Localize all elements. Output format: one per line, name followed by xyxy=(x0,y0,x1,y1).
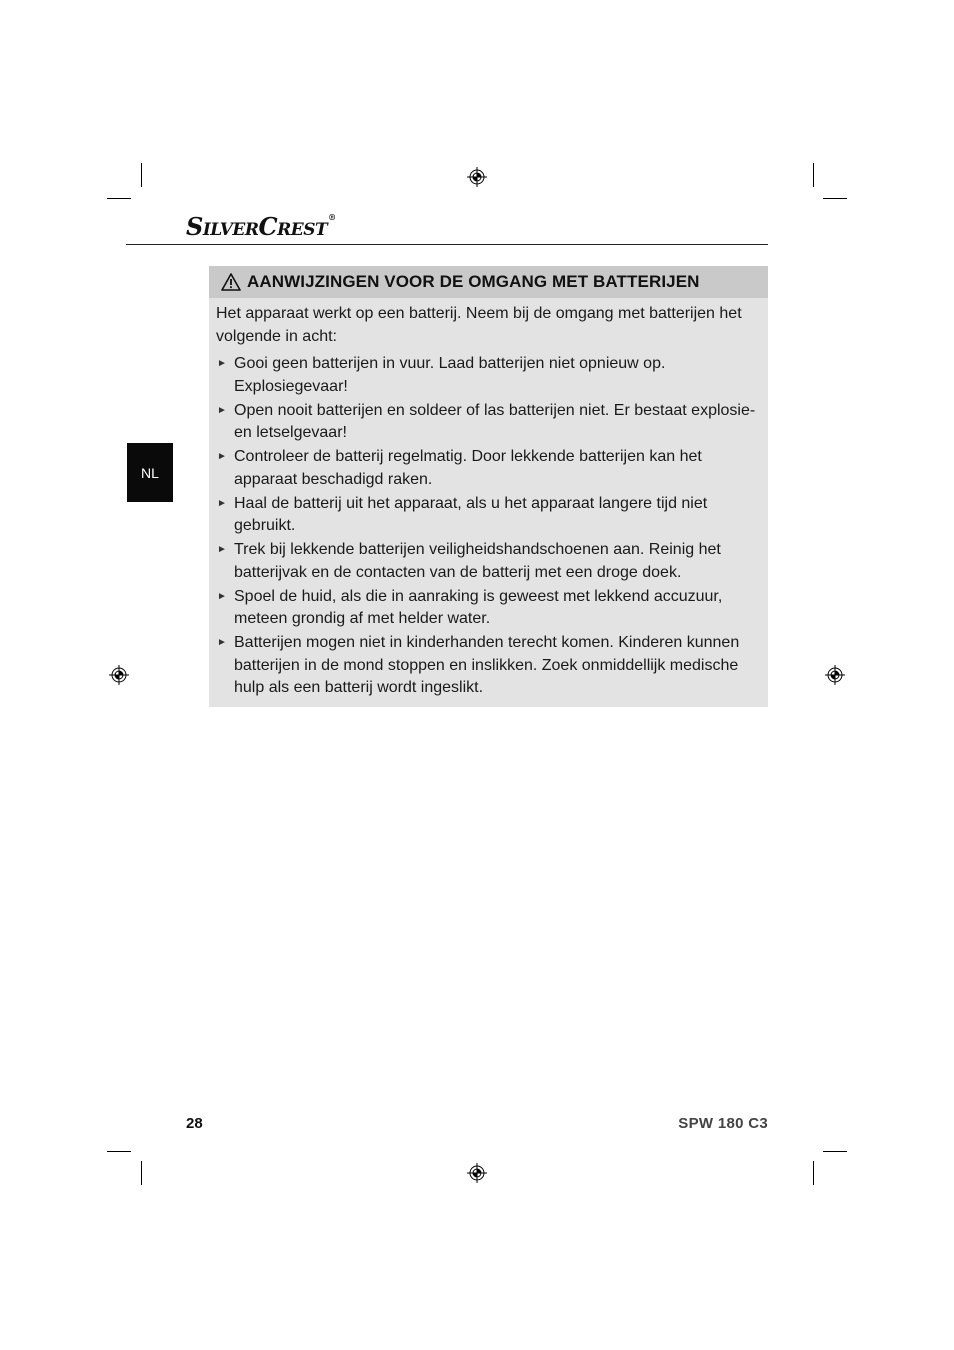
registration-mark-icon xyxy=(467,1163,487,1183)
crop-mark xyxy=(813,1161,814,1185)
bullet-arrow-icon: ► xyxy=(217,497,227,509)
list-item-text: Batterijen mogen niet in kinderhanden terecht komen. Kinderen kunnen batterijen in de mond stoppen en inslikken. Zoek onmiddellijk medische hulp als een batterij wordt ingeslikt. xyxy=(234,634,740,696)
list-item xyxy=(216,400,758,445)
model-number: SPW 180 C3 xyxy=(678,1115,768,1132)
warning-title: AANWIJZINGEN VOOR DE OMGANG MET BATTERIJEN xyxy=(247,272,700,291)
crop-mark xyxy=(823,1151,847,1152)
list-item-text: Haal de batterij uit het apparaat, als u het apparaat langere tijd niet gebruikt. xyxy=(234,494,708,534)
crop-mark xyxy=(107,1151,131,1152)
list-item-text: Open nooit batterijen en soldeer of las batterijen niet. Er bestaat explosie- en letselgevaar! xyxy=(234,401,756,441)
registration-mark-icon xyxy=(825,665,845,685)
registration-mark-icon xyxy=(467,167,487,187)
bullet-arrow-icon: ► xyxy=(217,637,227,648)
list-item xyxy=(216,353,758,398)
crop-mark xyxy=(823,198,847,199)
page-number: 28 xyxy=(186,1115,203,1132)
warning-list xyxy=(216,353,758,700)
list-item-text: Controleer de batterij regelmatig. Door lekkende batterijen kan het apparaat beschadigd raken. xyxy=(234,448,702,488)
battery-warning-box xyxy=(209,266,768,707)
list-item-text: Spoel de huid, als die in aanraking is geweest met lekkend accuzuur, meteen grondig af met helder water. xyxy=(234,587,723,627)
warning-header xyxy=(209,266,768,298)
registered-mark: ® xyxy=(328,212,336,222)
bullet-arrow-icon: ► xyxy=(217,590,227,602)
brand-part-rest: REST xyxy=(277,220,328,240)
bullet-arrow-icon: ► xyxy=(217,544,227,555)
bullet-arrow-icon: ► xyxy=(217,451,227,462)
brand-part-ilver: ILVER xyxy=(202,220,259,240)
list-item xyxy=(216,493,758,538)
crop-mark xyxy=(813,163,814,187)
brand-logo xyxy=(186,212,336,241)
warning-intro: Het apparaat werkt op een batterij. Neem bij de omgang met batterijen het volgende in acht: xyxy=(216,305,742,345)
crop-mark xyxy=(107,198,131,199)
language-tab xyxy=(127,443,173,502)
list-item xyxy=(216,539,758,584)
brand-initial-c: C xyxy=(258,212,278,241)
registration-mark-icon xyxy=(109,665,129,685)
crop-mark xyxy=(141,163,142,187)
list-item xyxy=(216,446,758,491)
list-item xyxy=(216,632,758,700)
bullet-arrow-icon: ► xyxy=(217,404,227,416)
warning-triangle-icon xyxy=(221,273,241,291)
language-label: NL xyxy=(141,464,159,481)
bullet-arrow-icon: ► xyxy=(217,358,227,369)
crop-mark xyxy=(141,1161,142,1185)
list-item-text: Trek bij lekkende batterijen veiligheidshandschoenen aan. Reinig het batterijvak en de contacten van de batterij met een droge doek. xyxy=(234,541,721,581)
header-rule xyxy=(126,244,768,245)
list-item xyxy=(216,586,758,631)
list-item-text: Gooi geen batterijen in vuur. Laad batterijen niet opnieuw op. Explosiegevaar! xyxy=(234,355,666,395)
warning-body xyxy=(209,298,768,700)
brand-initial-s: S xyxy=(186,212,203,241)
